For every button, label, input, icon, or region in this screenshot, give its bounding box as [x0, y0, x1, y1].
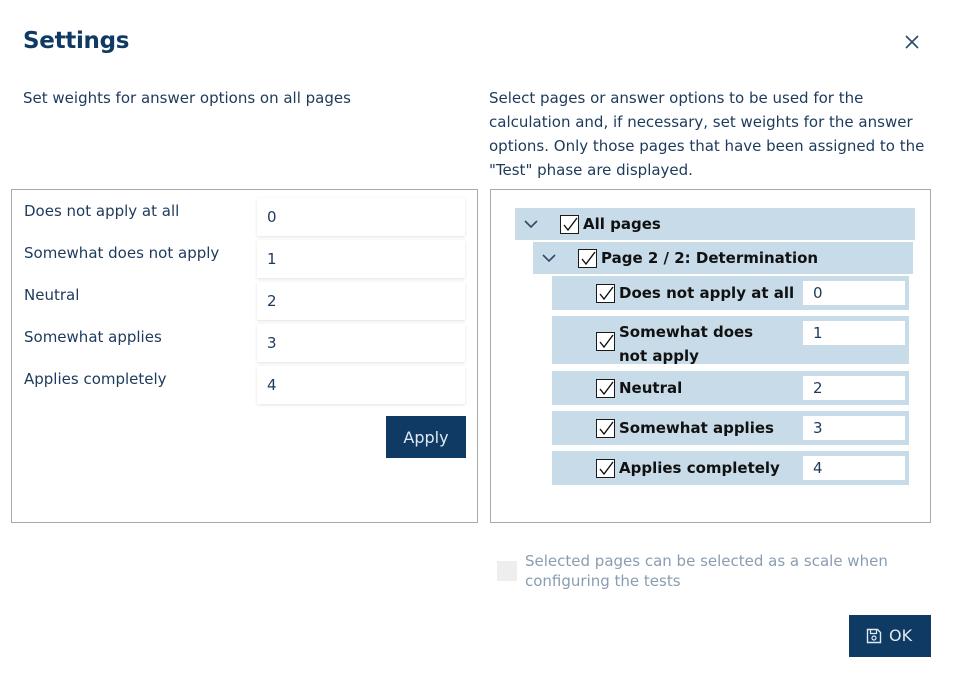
weight-input[interactable] — [257, 324, 465, 362]
dialog-title: Settings — [23, 28, 130, 54]
option-label: Neutral — [619, 379, 683, 397]
weight-label: Somewhat applies — [24, 328, 162, 346]
checkmark-icon — [598, 381, 614, 397]
weight-input[interactable] — [257, 240, 465, 278]
page-tree-panel — [490, 189, 931, 523]
chevron-down-icon[interactable] — [523, 216, 539, 232]
weights-panel — [11, 189, 478, 523]
right-description: Select pages or answer options to be used for the calculation and, if necessary, set weights for the answer options. Only those pages that have been assigned to the "Test" phase are displayed. — [489, 89, 925, 179]
tree-node-all-pages[interactable] — [515, 208, 915, 240]
tree-node-option[interactable] — [552, 316, 909, 364]
apply-button[interactable]: Apply — [386, 416, 466, 458]
weight-input[interactable] — [257, 366, 465, 404]
checkmark-icon — [562, 217, 578, 233]
option-checkbox[interactable] — [596, 332, 615, 351]
weight-input[interactable] — [257, 198, 465, 236]
option-weight-input[interactable] — [803, 281, 905, 305]
weight-label: Neutral — [24, 286, 80, 304]
weight-label: Somewhat does not apply — [24, 244, 220, 262]
weight-input[interactable] — [257, 282, 465, 320]
tree-node-page[interactable] — [533, 242, 913, 274]
ok-button[interactable] — [849, 615, 931, 657]
option-label: Somewhat does not apply — [619, 323, 754, 365]
option-weight-input[interactable] — [803, 456, 905, 480]
checkmark-icon — [598, 461, 614, 477]
option-checkbox[interactable] — [596, 459, 615, 478]
left-description: Set weights for answer options on all pages — [23, 89, 351, 107]
tree-node-option[interactable] — [552, 451, 909, 485]
tree-node-option[interactable] — [552, 411, 909, 445]
scale-checkbox[interactable] — [497, 561, 517, 581]
close-button[interactable] — [900, 30, 924, 54]
option-checkbox[interactable] — [596, 419, 615, 438]
option-label: Somewhat applies — [619, 419, 774, 437]
option-label: Does not apply at all — [619, 284, 795, 302]
weight-label: Does not apply at all — [24, 202, 180, 220]
option-label: Applies completely — [619, 459, 780, 477]
close-icon — [900, 30, 924, 54]
weight-label: Applies completely — [24, 370, 167, 388]
scale-checkbox-label: Selected pages can be selected as a scale when configuring the tests — [525, 552, 888, 590]
chevron-down-icon[interactable] — [541, 250, 557, 266]
checkmark-icon — [598, 421, 614, 437]
tree-node-label: All pages — [583, 215, 661, 233]
option-checkbox[interactable] — [596, 284, 615, 303]
checkmark-icon — [580, 251, 596, 267]
option-weight-input[interactable] — [803, 321, 905, 345]
tree-node-option[interactable] — [552, 371, 909, 405]
tree-node-label: Page 2 / 2: Determination — [601, 249, 819, 267]
checkmark-icon — [598, 286, 614, 302]
option-checkbox[interactable] — [596, 379, 615, 398]
option-weight-input[interactable] — [803, 416, 905, 440]
option-weight-input[interactable] — [803, 376, 905, 400]
page-checkbox[interactable] — [578, 249, 597, 268]
checkmark-icon — [598, 334, 614, 350]
tree-node-option[interactable] — [552, 276, 909, 310]
ok-button-label: OK — [889, 626, 913, 645]
all-pages-checkbox[interactable] — [560, 215, 579, 234]
save-icon — [866, 628, 882, 644]
